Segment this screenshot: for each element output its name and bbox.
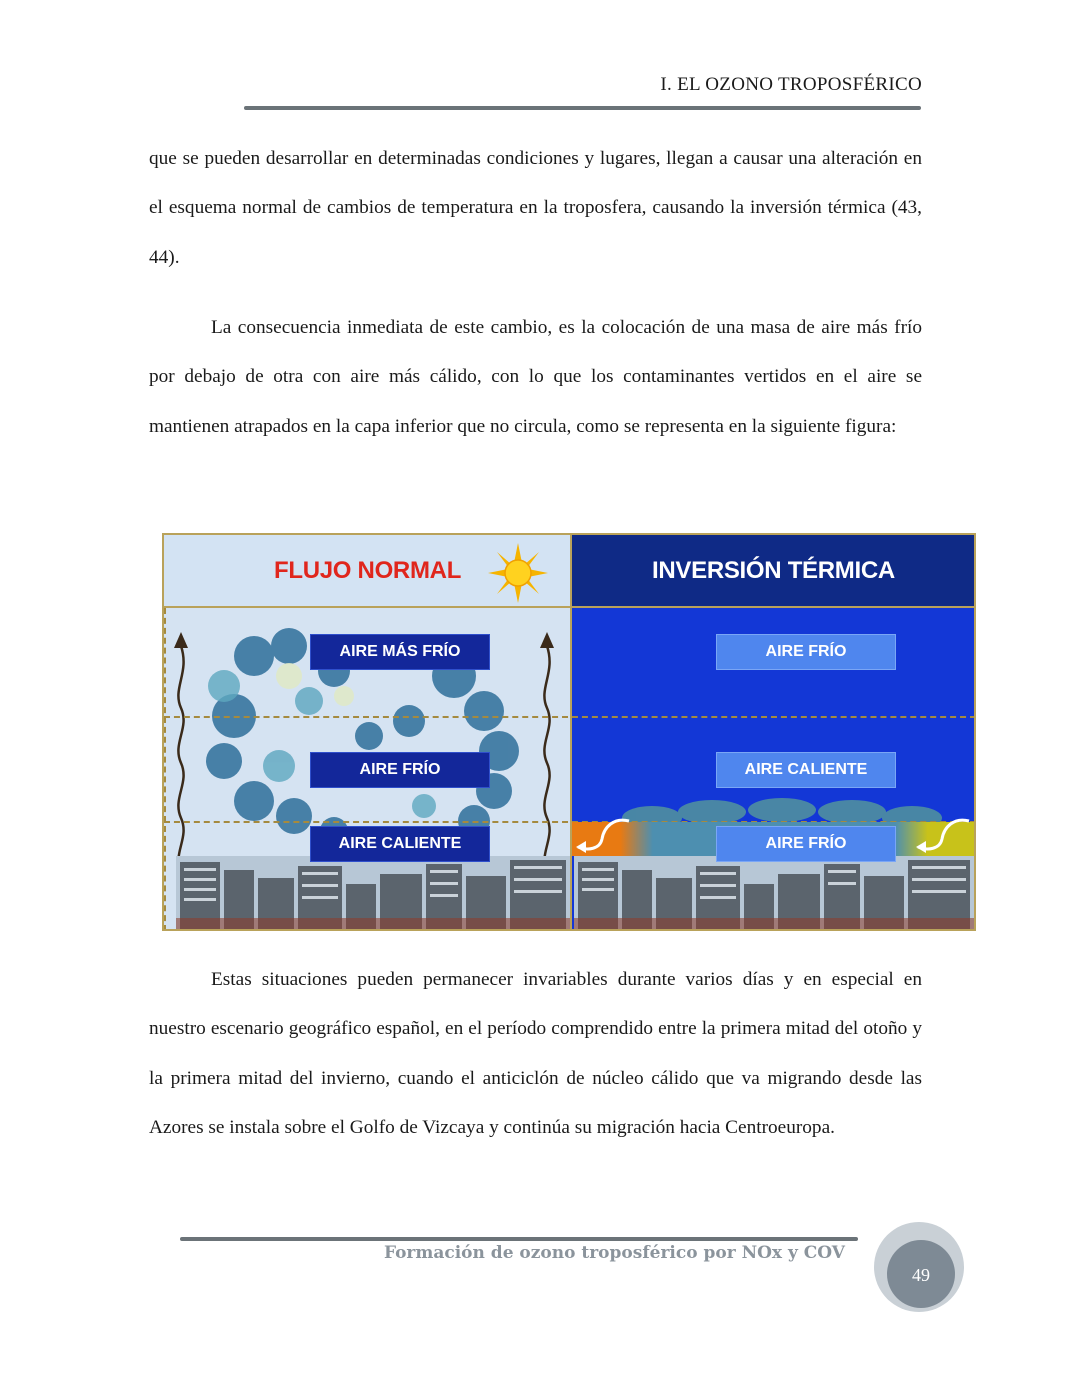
layer-divider bbox=[164, 608, 166, 931]
paragraph-1: que se pueden desarrollar en determinadas condiciones y lugares, llegan a causar una alteración en el esquema normal de cambios de temperatura en la troposfera, causando la inversión térmica (43, 44). bbox=[149, 148, 922, 268]
inversion-title: INVERSIÓN TÉRMICA bbox=[652, 557, 895, 584]
inversion-figure bbox=[162, 533, 976, 931]
footer-book-title: Formación de ozono troposférico por NOx y COV bbox=[383, 1243, 845, 1263]
normal-flow-title: FLUJO NORMAL bbox=[274, 557, 462, 584]
curved-arrow-icon bbox=[914, 817, 974, 857]
label-aire-frio: AIRE FRÍO bbox=[310, 752, 490, 788]
paragraph-3: Estas situaciones pueden permanecer invariables durante varios días y en especial en nuestro escenario geográfico español, en el período comprendido entre la primera mitad del otoño y la primera mitad del invierno, cuando el anticiclón de núcleo cálido que va migrando desde las Azores se instala sobre el Golfo de Vizcaya y continúa su migración hacia Centroeuropa. bbox=[149, 969, 922, 1138]
layer-divider bbox=[164, 716, 976, 718]
city-skyline-icon bbox=[574, 856, 974, 930]
label-aire-caliente: AIRE CALIENTE bbox=[310, 826, 490, 862]
label-aire-frio-top: AIRE FRÍO bbox=[716, 634, 896, 670]
page-number: 49 bbox=[887, 1240, 955, 1308]
footer-rule bbox=[180, 1237, 858, 1241]
curved-arrow-icon bbox=[574, 817, 634, 857]
city-skyline-icon bbox=[176, 856, 570, 930]
paragraph-2: La consecuencia inmediata de este cambio, es la colocación de una masa de aire más frío por debajo de otra con aire más cálido, con lo que los contaminantes vertidos en el aire se mantienen atrapados en la capa inferior que no circula, como se representa en la siguiente figura: bbox=[149, 317, 922, 437]
layer-divider bbox=[974, 608, 976, 931]
label-aire-frio-bottom: AIRE FRÍO bbox=[716, 826, 896, 862]
sun-icon bbox=[488, 543, 548, 603]
label-aire-caliente-middle: AIRE CALIENTE bbox=[716, 752, 896, 788]
header-rule bbox=[244, 106, 921, 110]
running-header-title: I. EL OZONO TROPOSFÉRICO bbox=[660, 74, 922, 95]
label-aire-mas-frio: AIRE MÁS FRÍO bbox=[310, 634, 490, 670]
